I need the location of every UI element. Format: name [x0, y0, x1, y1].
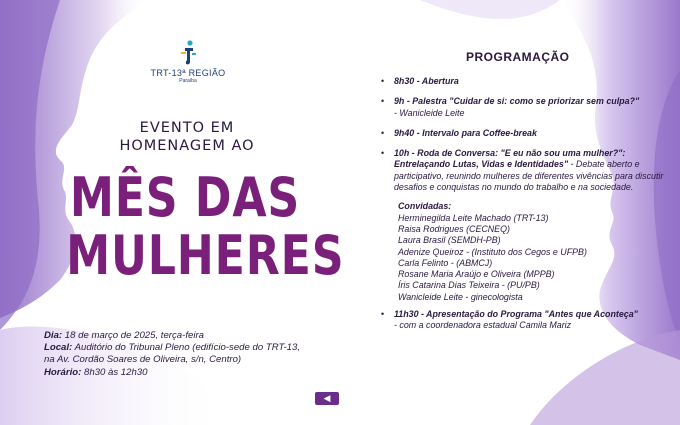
logo-subtitle: Paraíba — [179, 78, 197, 84]
program-item — [380, 128, 660, 139]
logo-title: TRT-13ª REGIÃO — [150, 68, 226, 78]
chevron-left-icon: ◀ — [323, 393, 331, 403]
date-value: 18 de março de 2025, terça-feira — [64, 330, 204, 341]
bullet: • — [381, 148, 385, 159]
program-item-detail: - Debate aberto e participativo, reunindo mulheres de diferentes vivências para discutir desafios e conquistas no mundo do trabalho e na sociedade. — [394, 159, 664, 193]
time-label: Horário: — [44, 366, 82, 378]
program-item — [380, 148, 664, 193]
guest-item: Adenize Queiroz - (Instituto dos Cegos e UFPB) — [398, 246, 587, 257]
program-item — [380, 76, 660, 87]
event-line-1: EVENTO EM — [139, 120, 235, 136]
guest-item: Carla Felinto - (ABMCJ) — [398, 257, 493, 268]
local-value-line2: na Av. Cordão Soares de Oliveira, s/n, Centro) — [44, 354, 242, 366]
program-item — [380, 96, 660, 119]
program-item-detail: - com a coordenadora estadual Camila Mariz — [394, 320, 572, 331]
guest-item: Rosane Maria Araújo e Oliveira (MPPB) — [398, 269, 555, 280]
program-item-time-title: 9h40 - Intervalo para Coffee-break — [394, 127, 537, 138]
program-title: PROGRAMAÇÃO — [466, 50, 570, 64]
guest-item: Íris Catarina Dias Teixeira - (PU/PB) — [398, 280, 540, 291]
event-line-2: HOMENAGEM AO — [119, 138, 255, 154]
bullet: • — [381, 309, 385, 320]
local-value-line1: Auditório do Tribunal Pleno (edifício-sede do TRT-13, — [74, 342, 300, 354]
guest-item: Laura Brasil (SEMDH-PB) — [398, 235, 501, 246]
date-label: Dia: — [44, 330, 63, 341]
trt-logo — [148, 40, 228, 84]
trt-logo-icon — [177, 40, 199, 66]
bullet: • — [381, 127, 385, 138]
guests-list — [380, 201, 660, 303]
event-info — [44, 330, 324, 379]
previous-slide-button[interactable] — [315, 392, 339, 405]
title-mulheres: MULHERES — [66, 224, 345, 287]
guest-item: Herminegilda Leite Machado (TRT-13) — [398, 212, 549, 223]
title-mes-das: MÊS DAS — [69, 166, 301, 229]
program-list — [380, 76, 664, 332]
program-item-time-title: 11h30 - Apresentação do Programa "Antes que Aconteça" — [394, 309, 638, 320]
guest-item: Wanicleide Leite - ginecologista — [398, 291, 523, 302]
bullet: • — [381, 76, 385, 86]
guests-title: Convidadas: — [398, 201, 452, 212]
program-item-detail: - Wanicleide Leite — [394, 107, 465, 118]
time-value: 8h30 às 12h30 — [83, 366, 148, 378]
local-label: Local: — [44, 342, 73, 354]
program-item-time-title: 9h - Palestra "Cuidar de si: como se priorizar sem culpa?" — [394, 96, 640, 107]
bullet: • — [381, 96, 385, 107]
program-item-time-title: 8h30 - Abertura — [394, 76, 459, 86]
guest-item: Raisa Rodrigues (CECNEQ) — [398, 223, 510, 234]
program-item — [380, 309, 660, 332]
program-item-time-title: 10h - Roda de Conversa: "E eu não sou uma mulher?": Entrelaçando Lutas, Vidas e Identidades" — [394, 148, 626, 170]
